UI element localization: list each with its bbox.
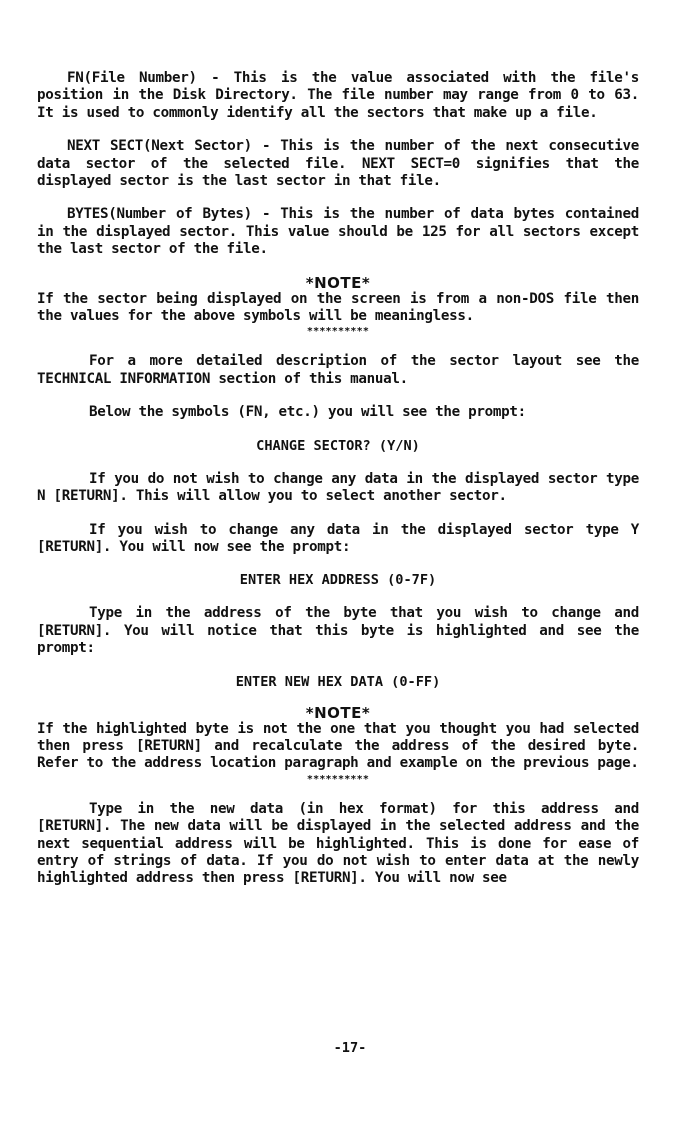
note-heading: *NOTE* — [305, 273, 371, 292]
detailed-description-paragraph: For a more detailed description of the sector layout see the TECHNICAL INFORMATION section of this manual. — [37, 353, 639, 387]
note-highlighted-byte-paragraph: If the highlighted byte is not the one that you thought you had selected then press [RETURN] and recalculate the address of the desired byte. Refer to the address location paragraph and example on the previous page. — [37, 720, 639, 772]
below-symbols-paragraph: Below the symbols (FN, etc.) you will see the prompt: — [89, 404, 526, 421]
enter-hex-address-prompt: ENTER HEX ADDRESS (0-7F) — [239, 572, 437, 589]
note-separator: ********** — [306, 326, 370, 338]
type-address-paragraph: Type in the address of the byte that you wish to change and [RETURN]. You will notice that this byte is highlighted and see the prompt: — [37, 605, 639, 657]
page-number: -17- — [333, 1040, 367, 1056]
enter-new-hex-data-prompt: ENTER NEW HEX DATA (0-FF) — [235, 673, 441, 690]
note-separator-second: ********** — [306, 773, 370, 785]
bytes-definition-paragraph: BYTES(Number of Bytes) - This is the number of data bytes contained in the displayed sector. This value should be 125 for all sectors except the last sector of the file. — [37, 206, 639, 258]
change-sector-prompt: CHANGE SECTOR? (Y/N) — [256, 437, 420, 454]
note-non-dos-paragraph: If the sector being displayed on the screen is from a non-DOS file then the values for the above symbols will be meaningless. — [37, 290, 639, 325]
next-sect-definition-paragraph: NEXT SECT(Next Sector) - This is the number of the next consecutive data sector of the selected file. NEXT SECT=0 signifies that the displayed sector is the last sector in that file. — [37, 138, 639, 190]
type-new-data-paragraph: Type in the new data (in hex format) for this address and [RETURN]. The new data will be displayed in the selected address and the next sequential address will be highlighted. This is done for ease of entry of strings of data. If you do not wish to enter data at the newly highlighted address then press [RETURN]. You will now see — [37, 800, 639, 887]
no-change-paragraph: If you do not wish to change any data in the displayed sector type N [RETURN]. This will allow you to select another sector. — [37, 470, 639, 505]
yes-change-paragraph: If you wish to change any data in the displayed sector type Y [RETURN]. You will now see the prompt: — [37, 521, 639, 555]
fn-definition-paragraph: FN(File Number) - This is the value associated with the file's position in the Disk Directory. The file number may range from 0 to 63. It is used to commonly identify all the sectors that make up a file. — [37, 70, 639, 121]
manual-page — [37, 70, 639, 888]
note-heading-second: *NOTE* — [305, 703, 371, 722]
